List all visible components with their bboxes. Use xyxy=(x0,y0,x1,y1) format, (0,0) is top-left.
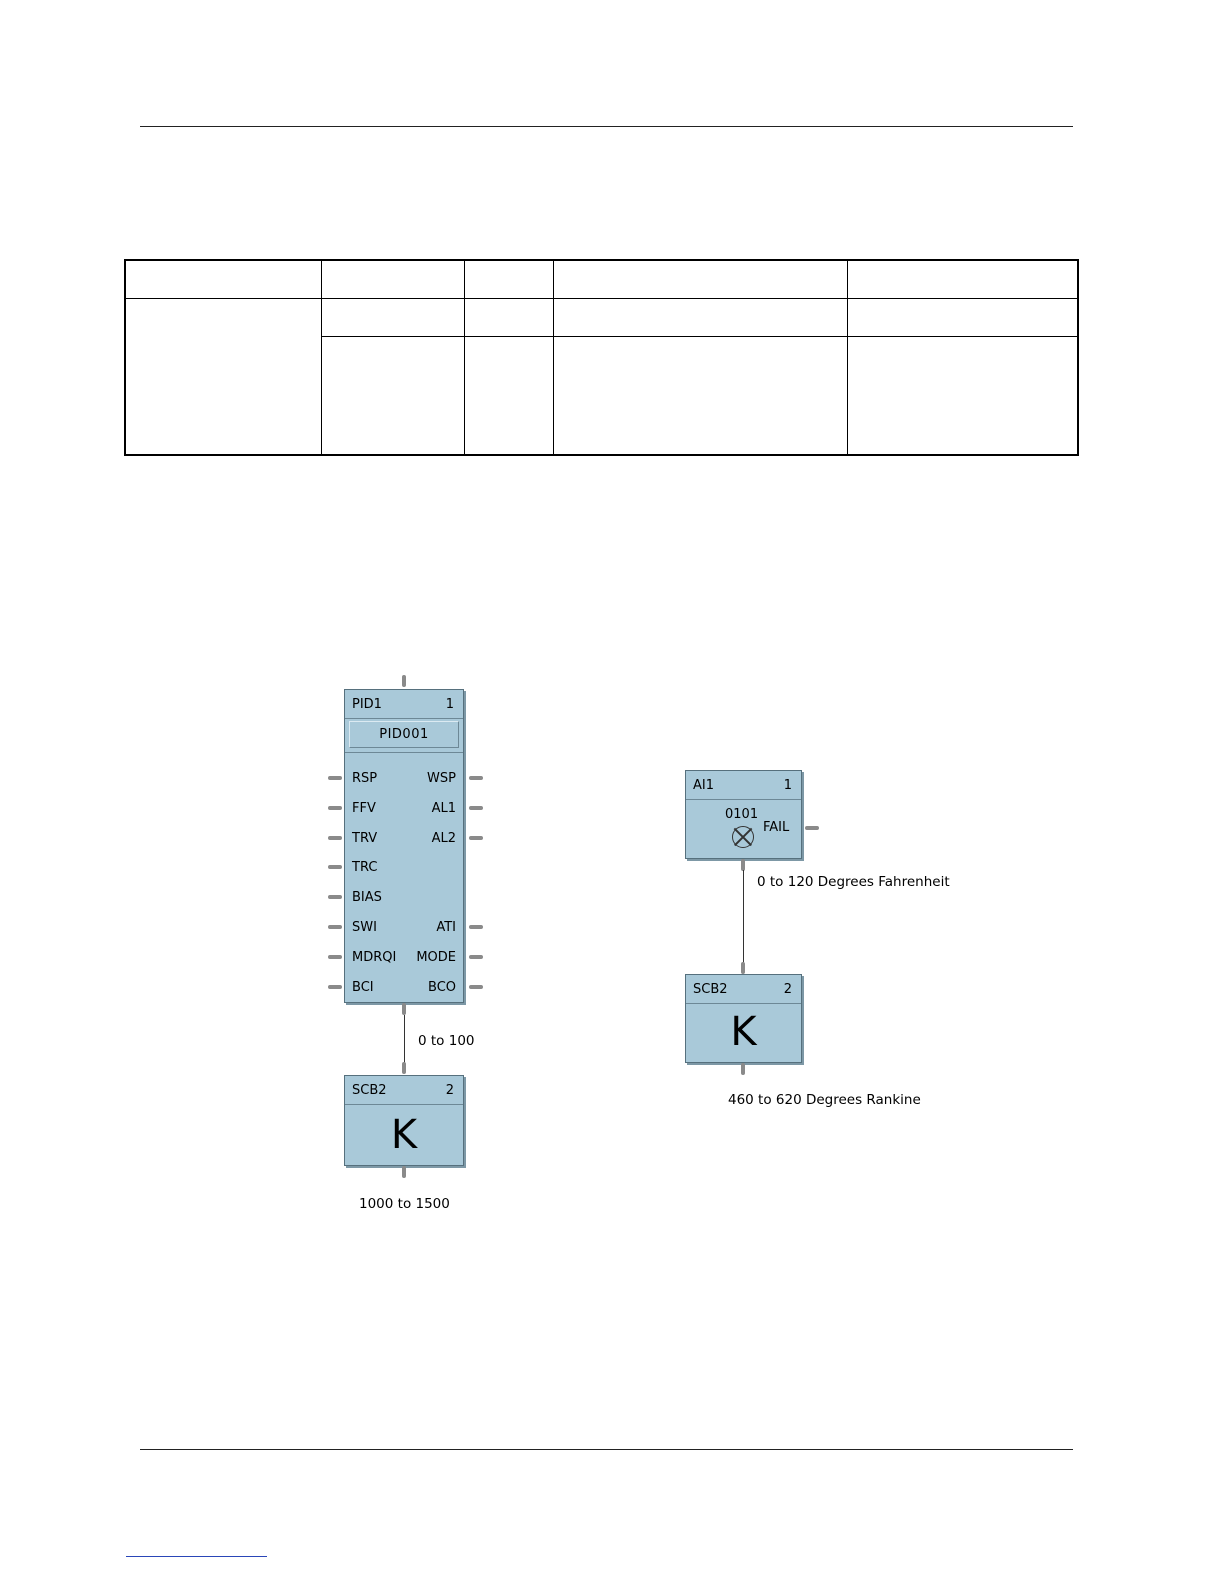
ai-block-name: AI1 xyxy=(693,778,714,793)
pid-input-ffv: FFV xyxy=(352,801,376,816)
table-header-divider xyxy=(126,298,1077,299)
scb-right-name: SCB2 xyxy=(693,982,728,997)
pid-range-label: 0 to 100 xyxy=(418,1033,475,1049)
pid-output-bco: BCO xyxy=(428,980,456,995)
pid-input-bias: BIAS xyxy=(352,890,382,905)
pid-output-connector[interactable] xyxy=(469,836,483,840)
pid-output-wsp: WSP xyxy=(427,771,456,786)
pid-input-connector[interactable] xyxy=(328,806,342,810)
pid-output-connector[interactable] xyxy=(469,955,483,959)
pid-to-scb-wire xyxy=(404,1015,406,1063)
table-column-divider xyxy=(321,261,322,454)
fail-indicator-icon xyxy=(732,826,754,848)
table-column-divider xyxy=(464,261,465,454)
pid-input-trv: TRV xyxy=(352,831,378,846)
parameter-table xyxy=(124,259,1079,456)
scale-constant-symbol: K xyxy=(730,1009,757,1055)
ai-range-label: 0 to 120 Degrees Fahrenheit xyxy=(757,874,950,890)
pid-input-connector[interactable] xyxy=(328,865,342,869)
pid-block-number: 1 xyxy=(445,697,454,712)
scb-left-number: 2 xyxy=(445,1083,454,1098)
pid-tag-field: PID001 xyxy=(349,721,459,748)
pid-separator xyxy=(345,752,463,753)
pid-output-ati: ATI xyxy=(436,920,456,935)
pid-output-mode: MODE xyxy=(416,950,456,965)
pid-block[interactable] xyxy=(344,689,464,1003)
pid-input-connector[interactable] xyxy=(328,985,342,989)
pid-input-mdrqi: MDRQI xyxy=(352,950,397,965)
ai-fail-connector[interactable] xyxy=(805,826,819,830)
pid-output-al1: AL1 xyxy=(431,801,456,816)
scb-left-name: SCB2 xyxy=(352,1083,387,1098)
scb-right-header xyxy=(686,975,801,1004)
pid-output-connector[interactable] xyxy=(469,776,483,780)
pid-output-al2: AL2 xyxy=(431,831,456,846)
ai-to-scb-wire xyxy=(743,870,745,966)
pid-input-connector[interactable] xyxy=(328,836,342,840)
scale-constant-symbol: K xyxy=(390,1112,418,1158)
pid-input-connector[interactable] xyxy=(328,776,342,780)
scb-right-number: 2 xyxy=(783,982,792,997)
table-column-divider xyxy=(847,261,848,454)
ai-block-header xyxy=(686,771,801,800)
scb-left-bottom-connector[interactable] xyxy=(402,1166,406,1178)
pid-block-header xyxy=(345,690,463,719)
pid-input-trc: TRC xyxy=(352,860,378,875)
scb-right-bottom-connector[interactable] xyxy=(741,1063,745,1075)
footer-link-underline[interactable] xyxy=(126,1556,267,1557)
scb-right-top-connector[interactable] xyxy=(741,962,745,974)
pid-top-connector[interactable] xyxy=(402,675,406,687)
pid-output-connector[interactable] xyxy=(469,925,483,929)
scb-left-header xyxy=(345,1076,463,1105)
scb-left-top-connector[interactable] xyxy=(402,1062,406,1074)
ai-channel-code: 0101 xyxy=(725,807,759,822)
right-output-range-label: 460 to 620 Degrees Rankine xyxy=(728,1092,921,1108)
pid-input-connector[interactable] xyxy=(328,925,342,929)
header-rule xyxy=(140,126,1073,127)
scb-left-block[interactable] xyxy=(344,1075,464,1166)
pid-input-rsp: RSP xyxy=(352,771,378,786)
pid-input-bci: BCI xyxy=(352,980,374,995)
pid-output-connector[interactable] xyxy=(469,806,483,810)
table-row-divider xyxy=(321,336,1077,337)
ai-fail-label: FAIL xyxy=(763,820,790,835)
scb-right-block[interactable] xyxy=(685,974,802,1063)
pid-input-connector[interactable] xyxy=(328,955,342,959)
pid-output-connector[interactable] xyxy=(469,985,483,989)
pid-input-swi: SWI xyxy=(352,920,377,935)
ai-block[interactable] xyxy=(685,770,802,859)
footer-rule xyxy=(140,1449,1073,1450)
pid-bottom-connector[interactable] xyxy=(402,1003,406,1015)
pid-block-name: PID1 xyxy=(352,697,382,712)
ai-block-number: 1 xyxy=(783,778,792,793)
pid-input-connector[interactable] xyxy=(328,895,342,899)
left-output-range-label: 1000 to 1500 xyxy=(359,1196,450,1212)
table-column-divider xyxy=(553,261,554,454)
